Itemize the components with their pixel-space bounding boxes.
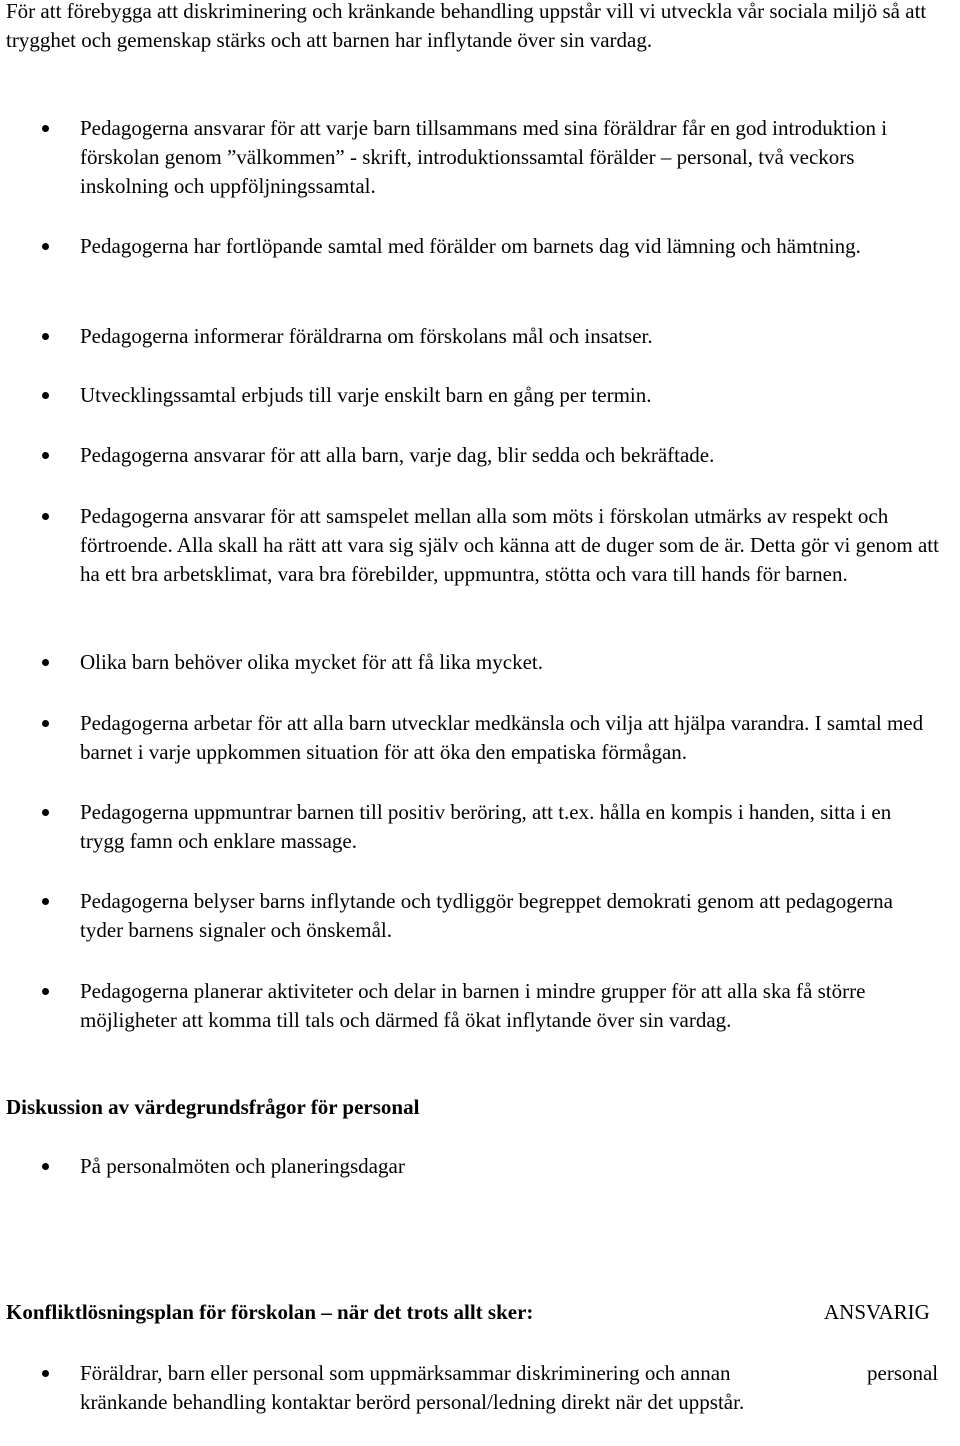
list-item [80, 709, 956, 767]
list-item [80, 232, 930, 261]
bullet-icon [42, 125, 49, 132]
list-item-text: Pedagogerna ansvarar för att samspelet mellan alla som möts i förskolan utmärks av respekt och förtroende. Alla skall ha rätt att vara sig själv och känna att de duger som de är. Detta gör vi genom att ha ett bra arbetsklimat, vara bra förebilder, uppmuntra, stötta och vara till hands för barnen. [80, 504, 939, 586]
list-item-text: Olika barn behöver olika mycket för att få lika mycket. [80, 650, 543, 674]
bullet-icon [42, 898, 49, 905]
section-heading-conflict-plan: Konfliktlösningsplan för förskolan – när det trots allt sker: [6, 1300, 534, 1324]
list-item [80, 1152, 940, 1181]
list-item-text: Pedagogerna uppmuntrar barnen till positiv beröring, att t.ex. hålla en kompis i handen, sitta i en trygg famn och enklare massage. [80, 800, 892, 853]
bullet-icon [42, 333, 49, 340]
list-item [80, 114, 930, 201]
list-item-text: Utvecklingssamtal erbjuds till varje enskilt barn en gång per termin. [80, 383, 652, 407]
list-item [80, 798, 900, 856]
list-item [80, 441, 940, 470]
list-item-text: Föräldrar, barn eller personal som uppmärksammar diskriminering och annan kränkande behandling kontaktar berörd personal/ledning direkt när det uppstår. [80, 1361, 745, 1414]
list-item-text: På personalmöten och planeringsdagar [80, 1154, 405, 1178]
bullet-icon [42, 1163, 49, 1170]
list-item [80, 1359, 810, 1417]
bullet-icon [42, 513, 49, 520]
list-item [80, 502, 946, 589]
bullet-icon [42, 392, 49, 399]
bullet-icon [42, 659, 49, 666]
list-item [80, 977, 956, 1035]
list-item-text: Pedagogerna ansvarar för att alla barn, varje dag, blir sedda och bekräftade. [80, 443, 715, 467]
intro-paragraph: För att förebygga att diskriminering och kränkande behandling uppstår vill vi utveckla vår sociala miljö så att trygghet och gemenskap stärks och att barnen har inflytande över sin vardag. [6, 0, 927, 52]
bullet-icon [42, 988, 49, 995]
list-item [80, 322, 940, 351]
list-item-text: Pedagogerna informerar föräldrarna om förskolans mål och insatser. [80, 324, 653, 348]
list-item [80, 381, 940, 410]
bullet-icon [42, 1370, 49, 1377]
responsible-column-header: ANSVARIG [824, 1300, 930, 1324]
responsible-value: personal [867, 1361, 939, 1385]
section-heading-discussion: Diskussion av värdegrundsfrågor för personal [6, 1095, 420, 1119]
list-item [80, 887, 930, 945]
list-item [80, 648, 940, 677]
bullet-icon [42, 243, 49, 250]
list-item-text: Pedagogerna ansvarar för att varje barn tillsammans med sina föräldrar får en god introduktion i förskolan genom ”välkommen” - skrift, introduktionssamtal förälder – personal, två veckors inskolning och uppföljningssamtal. [80, 116, 888, 198]
list-item-text: Pedagogerna planerar aktiviteter och delar in barnen i mindre grupper för att alla ska få större möjligheter att komma till tals och därmed få ökat inflytande över sin vardag. [80, 979, 866, 1032]
list-item-text: Pedagogerna belyser barns inflytande och tydliggör begreppet demokrati genom att pedagogerna tyder barnens signaler och önskemål. [80, 889, 893, 942]
bullet-icon [42, 809, 49, 816]
bullet-icon [42, 452, 49, 459]
list-item-text: Pedagogerna har fortlöpande samtal med förälder om barnets dag vid lämning och hämtning. [80, 234, 861, 258]
list-item-text: Pedagogerna arbetar för att alla barn utvecklar medkänsla och vilja att hjälpa varandra. I samtal med barnet i varje uppkommen situation för att öka den empatiska förmågan. [80, 711, 924, 764]
bullet-icon [42, 720, 49, 727]
